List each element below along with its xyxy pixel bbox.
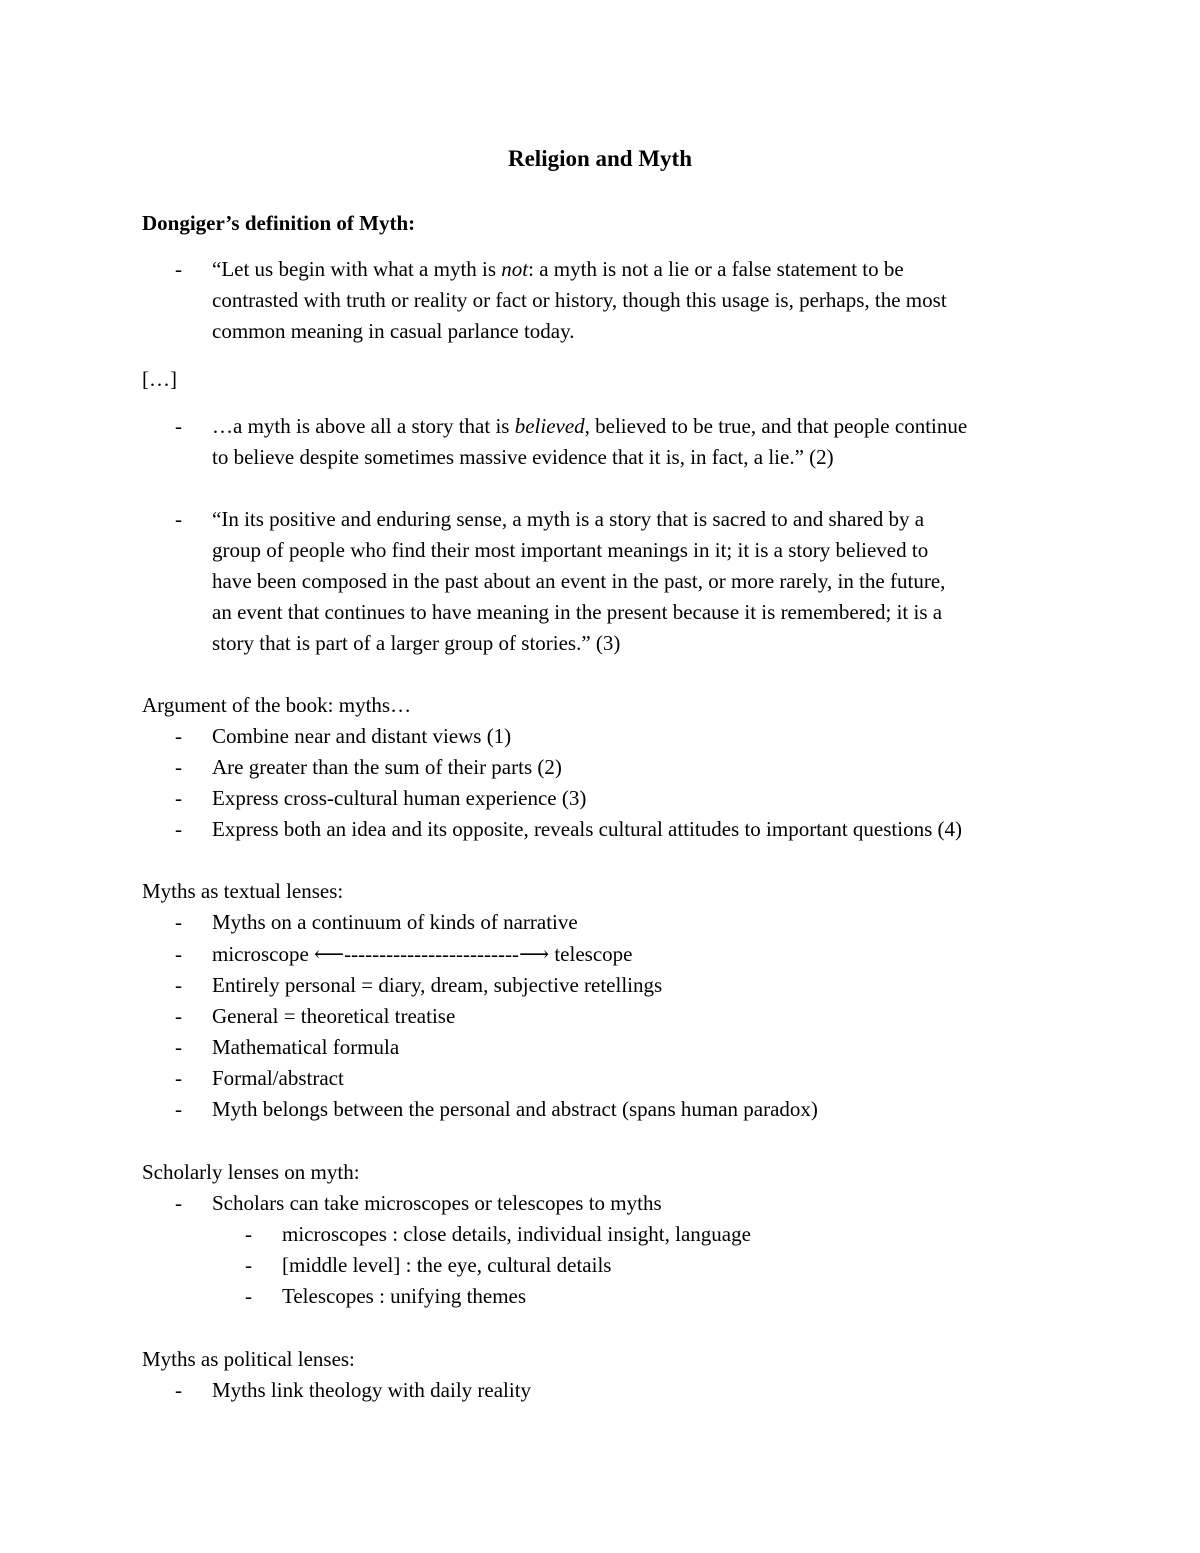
scholarly-lenses-heading: Scholarly lenses on myth:: [142, 1160, 360, 1184]
list-item-text: Express both an idea and its opposite, reveals cultural attitudes to important questions (4): [212, 817, 963, 841]
bullet-dash: -: [175, 755, 182, 779]
bullet-dash: -: [175, 1097, 182, 1121]
argument-heading: Argument of the book: myths…: [142, 693, 412, 717]
quote-2-text: …a myth is above all a story that is believed, believed to be true, and that people continue to believe despite sometimes massive evidence that it is, in fact, a lie.” (2): [212, 414, 968, 469]
bullet-dash: -: [175, 786, 182, 810]
list-item-text: Myths on a continuum of kinds of narrative: [212, 910, 578, 934]
list-item-text: [middle level] : the eye, cultural details: [282, 1253, 612, 1277]
bullet-dash: -: [175, 507, 182, 531]
bullet-dash: -: [175, 1191, 182, 1215]
list-item-text: Formal/abstract: [212, 1066, 344, 1090]
quote-3-text: “In its positive and enduring sense, a myth is a story that is sacred to and shared by a group of people who find their most important meanings in it; it is a story believed to have been composed in the past about an event in the past, or more rarely, in the future, an event that continues to have meaning in the present because it is remembered; it is a story that is part of a larger group of stories.” (3): [212, 507, 946, 655]
bullet-dash: -: [175, 724, 182, 748]
list-item-text: Myth belongs between the personal and abstract (spans human paradox): [212, 1097, 818, 1121]
list-item-text: microscopes : close details, individual insight, language: [282, 1222, 751, 1246]
list-item-text: Scholars can take microscopes or telescopes to myths: [212, 1191, 662, 1215]
list-item-text: Express cross-cultural human experience (3): [212, 786, 587, 810]
bullet-dash: -: [245, 1253, 252, 1277]
bullet-dash: -: [175, 817, 182, 841]
bullet-dash: -: [175, 1378, 182, 1402]
list-item-text: Entirely personal = diary, dream, subjective retellings: [212, 973, 663, 997]
bullet-dash: -: [245, 1284, 252, 1308]
quote-1-text: “Let us begin with what a myth is not: a myth is not a lie or a false statement to be contrasted with truth or reality or fact or history, though this usage is, perhaps, the most common meaning in casual parlance today.: [212, 257, 947, 343]
ellipsis-marker: […]: [142, 367, 177, 391]
page-title: Religion and Myth: [507, 146, 693, 171]
list-item-text: microscope ⟵-------------------------⟶ telescope: [212, 942, 633, 966]
bullet-dash: -: [175, 1066, 182, 1090]
textual-lenses-heading: Myths as textual lenses:: [142, 879, 344, 903]
bullet-dash: -: [175, 910, 182, 934]
bullet-dash: -: [175, 942, 182, 966]
bullet-dash: -: [175, 973, 182, 997]
list-item-text: Combine near and distant views (1): [212, 724, 512, 748]
list-item-text: Myths link theology with daily reality: [212, 1378, 532, 1402]
political-lenses-heading: Myths as political lenses:: [142, 1347, 355, 1371]
bullet-dash: -: [175, 1035, 182, 1059]
bullet-dash: -: [175, 414, 182, 438]
list-item-text: Mathematical formula: [212, 1035, 400, 1059]
bullet-dash: -: [245, 1222, 252, 1246]
definition-heading: Dongiger’s definition of Myth:: [142, 211, 416, 235]
list-item-text: General = theoretical treatise: [212, 1004, 456, 1028]
list-item-text: Are greater than the sum of their parts (2): [212, 755, 562, 779]
bullet-dash: -: [175, 1004, 182, 1028]
list-item-text: Telescopes : unifying themes: [282, 1284, 527, 1308]
bullet-dash: -: [175, 257, 182, 281]
